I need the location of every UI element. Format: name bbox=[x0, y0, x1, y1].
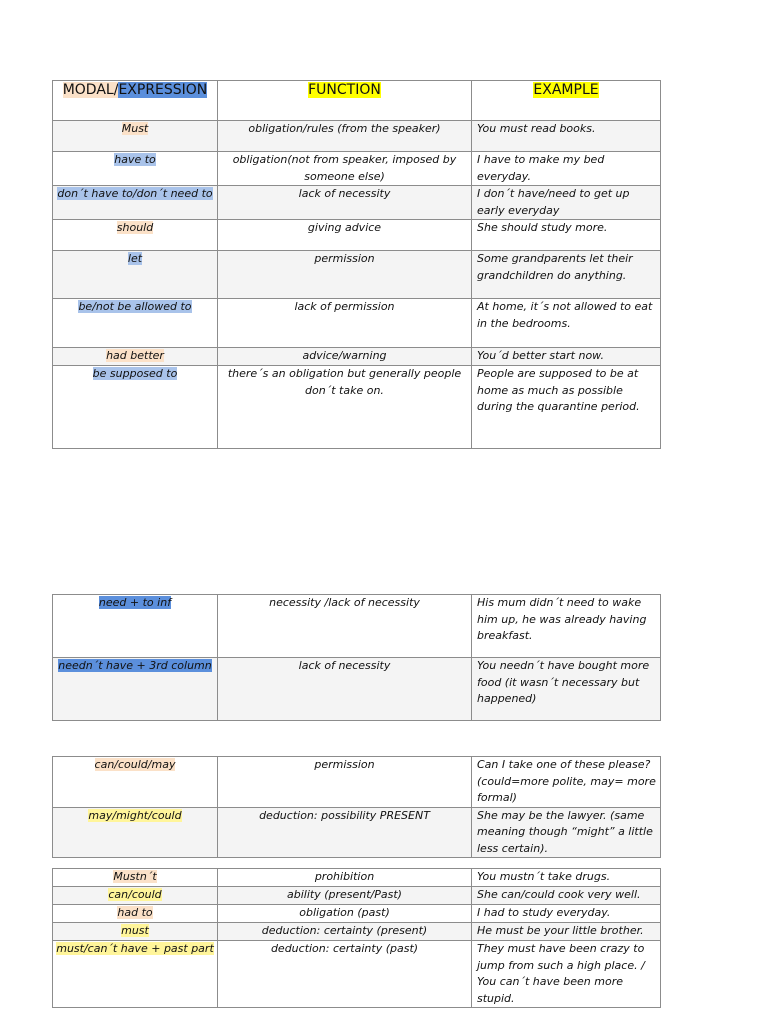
function-cell: prohibition bbox=[218, 869, 472, 887]
modal-cell: be/not be allowed to bbox=[53, 299, 218, 348]
example-cell: I had to study everyday. bbox=[472, 905, 661, 923]
modal-cell: let bbox=[53, 251, 218, 299]
function-cell: giving advice bbox=[218, 220, 472, 251]
table-row bbox=[53, 905, 661, 923]
function-cell: deduction: possibility PRESENT bbox=[218, 807, 472, 858]
example-cell: His mum didn´t need to wake him up, he was already having breakfast. bbox=[472, 595, 661, 658]
function-cell: necessity /lack of necessity bbox=[218, 595, 472, 658]
function-cell: obligation(not from speaker, imposed by someone else) bbox=[218, 152, 472, 186]
function-cell: advice/warning bbox=[218, 348, 472, 366]
modal-cell: have to bbox=[53, 152, 218, 186]
function-cell: ability (present/Past) bbox=[218, 887, 472, 905]
table-row bbox=[53, 887, 661, 905]
example-cell: She can/could cook very well. bbox=[472, 887, 661, 905]
example-cell: You needn´t have bought more food (it wasn´t necessary but happened) bbox=[472, 658, 661, 721]
modal-cell: don´t have to/don´t need to bbox=[53, 186, 218, 220]
function-cell: obligation (past) bbox=[218, 905, 472, 923]
header-modal-expression bbox=[53, 81, 218, 121]
table-row bbox=[53, 658, 661, 721]
permission-table bbox=[52, 756, 661, 858]
function-cell: deduction: certainty (present) bbox=[218, 923, 472, 941]
table-row bbox=[53, 348, 661, 366]
example-cell: You´d better start now. bbox=[472, 348, 661, 366]
table-row bbox=[53, 299, 661, 348]
example-cell: Can I take one of these please? (could=more polite, may= more formal) bbox=[472, 757, 661, 808]
function-cell: lack of permission bbox=[218, 299, 472, 348]
table-row bbox=[53, 366, 661, 449]
function-cell: obligation/rules (from the speaker) bbox=[218, 121, 472, 152]
header-modal-label: MODAL/ bbox=[62, 82, 119, 98]
example-cell: You mustn´t take drugs. bbox=[472, 869, 661, 887]
table-row bbox=[53, 220, 661, 251]
modal-cell: must/can´t have + past part bbox=[53, 941, 218, 1008]
function-cell: deduction: certainty (past) bbox=[218, 941, 472, 1008]
example-cell: I have to make my bed everyday. bbox=[472, 152, 661, 186]
example-cell: I don´t have/need to get up early everyday bbox=[472, 186, 661, 220]
need-table bbox=[52, 594, 661, 721]
header-function: FUNCTION bbox=[218, 81, 472, 121]
modal-cell: can/could bbox=[53, 887, 218, 905]
example-cell: Some grandparents let their grandchildren do anything. bbox=[472, 251, 661, 299]
function-cell: there´s an obligation but generally people don´t take on. bbox=[218, 366, 472, 449]
table-row bbox=[53, 869, 661, 887]
modal-cell: had to bbox=[53, 905, 218, 923]
modal-cell: must bbox=[53, 923, 218, 941]
example-cell: At home, it´s not allowed to eat in the bedrooms. bbox=[472, 299, 661, 348]
past-deduction-table bbox=[52, 868, 661, 1008]
modal-cell: need + to inf bbox=[53, 595, 218, 658]
header-expression-label: EXPRESSION bbox=[118, 82, 208, 98]
example-cell: They must have been crazy to jump from such a high place. / You can´t have been more stupid. bbox=[472, 941, 661, 1008]
modal-cell: needn´t have + 3rd column bbox=[53, 658, 218, 721]
modal-cell: may/might/could bbox=[53, 807, 218, 858]
function-cell: lack of necessity bbox=[218, 658, 472, 721]
example-cell: People are supposed to be at home as much as possible during the quarantine period. bbox=[472, 366, 661, 449]
modal-cell: be supposed to bbox=[53, 366, 218, 449]
table-row bbox=[53, 186, 661, 220]
table-row bbox=[53, 152, 661, 186]
function-cell: permission bbox=[218, 251, 472, 299]
header-example: EXAMPLE bbox=[472, 81, 661, 121]
table-row bbox=[53, 757, 661, 808]
example-cell: She should study more. bbox=[472, 220, 661, 251]
table-row bbox=[53, 251, 661, 299]
table-row bbox=[53, 807, 661, 858]
modal-cell: should bbox=[53, 220, 218, 251]
example-cell: He must be your little brother. bbox=[472, 923, 661, 941]
modals-table-main bbox=[52, 80, 661, 449]
function-cell: permission bbox=[218, 757, 472, 808]
table-row bbox=[53, 923, 661, 941]
example-cell: She may be the lawyer. (same meaning though “might” a little less certain). bbox=[472, 807, 661, 858]
table-row bbox=[53, 121, 661, 152]
function-cell: lack of necessity bbox=[218, 186, 472, 220]
modal-cell: Must bbox=[53, 121, 218, 152]
modal-cell: had better bbox=[53, 348, 218, 366]
modal-cell: Mustn´t bbox=[53, 869, 218, 887]
example-cell: You must read books. bbox=[472, 121, 661, 152]
table-header-row bbox=[53, 81, 661, 121]
modal-cell: can/could/may bbox=[53, 757, 218, 808]
table-row bbox=[53, 595, 661, 658]
table-row bbox=[53, 941, 661, 1008]
